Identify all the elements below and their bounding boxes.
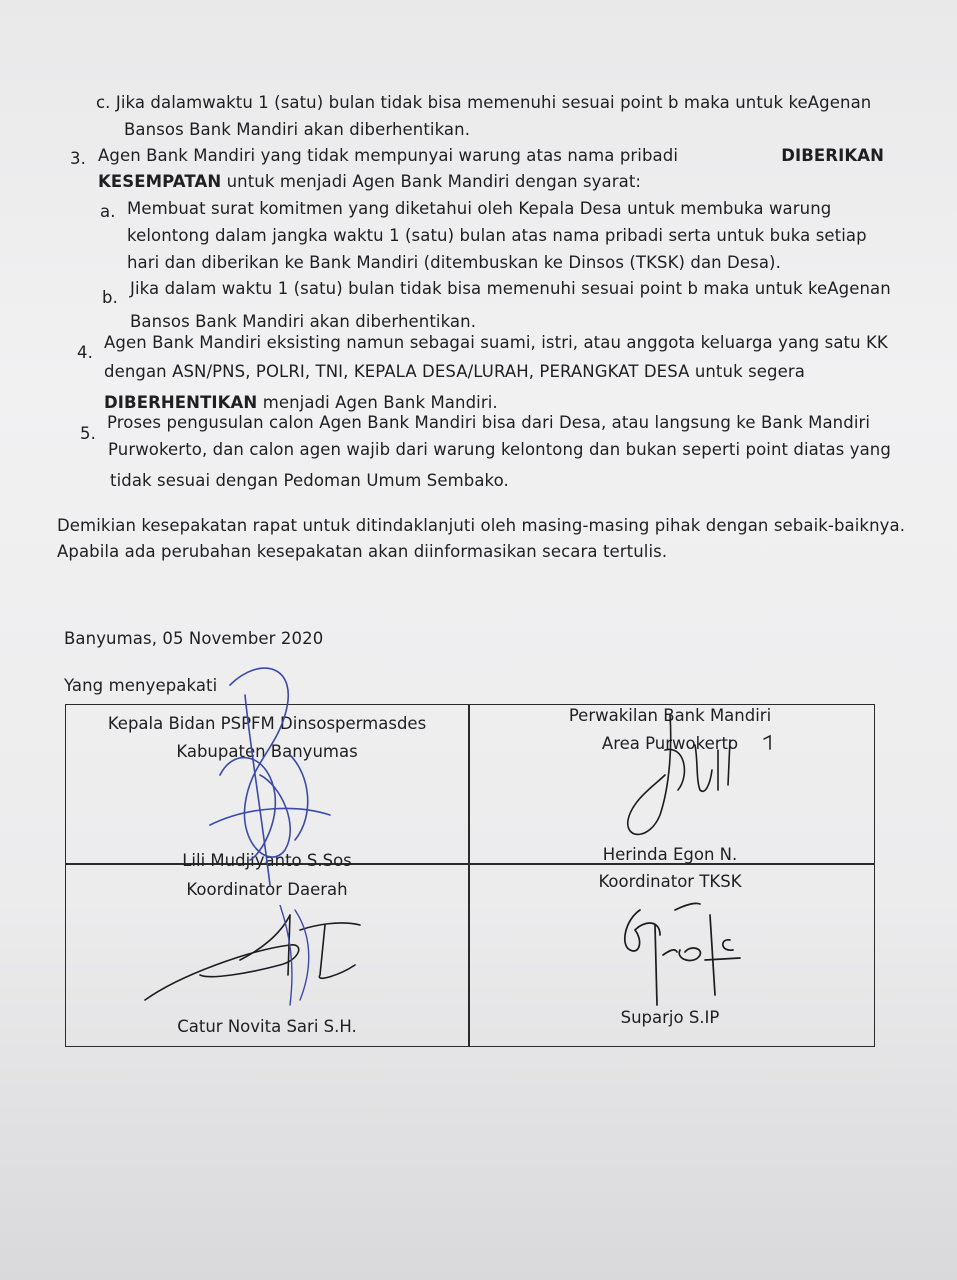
- item-c-line-1: c. Jika dalamwaktu 1 (satu) bulan tidak bisa memenuhi sesuai point b maka untuk keAgenan: [96, 93, 872, 112]
- item-3-bold-diberikan: DIBERIKAN: [781, 146, 884, 165]
- item-3-line-1: [98, 145, 884, 167]
- item-4-line-1: Agen Bank Mandiri eksisting namun sebagai suami, istri, atau anggota keluarga yang satu KK: [104, 333, 888, 352]
- item-5-line-1: Proses pengusulan calon Agen Bank Mandiri bisa dari Desa, atau langsung ke Bank Mandiri: [107, 413, 871, 432]
- signatory-bottom-left-name: Catur Novita Sari S.H.: [177, 1017, 357, 1036]
- item-3-number: 3.: [70, 149, 86, 168]
- item-5-number: 5.: [80, 424, 96, 443]
- signatory-bottom-right-name: Suparjo S.IP: [620, 1008, 720, 1027]
- signatory-bottom-right-title: Koordinator TKSK: [598, 872, 742, 891]
- signature-table: [65, 704, 875, 1047]
- item-5-line-2: Purwokerto, dan calon agen wajib dari warung kelontong dan bukan seperti point diatas yang: [108, 440, 891, 459]
- item-4-number: 4.: [77, 343, 93, 362]
- item-3a-line-2: kelontong dalam jangka waktu 1 (satu) bulan atas nama pribadi serta untuk buka setiap: [127, 226, 867, 245]
- item-5-line-3: tidak sesuai dengan Pedoman Umum Sembako.: [110, 471, 509, 490]
- closing-line-1: Demikian kesepakatan rapat untuk ditindaklanjuti oleh masing-masing pihak dengan sebaik-baiknya.: [57, 516, 906, 535]
- item-3a-label: a.: [100, 202, 116, 221]
- item-c-line-2: Bansos Bank Mandiri akan diberhentikan.: [124, 120, 471, 139]
- item-4-line-3-text: menjadi Agen Bank Mandiri.: [257, 393, 498, 412]
- item-3-line-2: [98, 171, 641, 193]
- item-3b-line-1: Jika dalam waktu 1 (satu) bulan tidak bisa memenuhi sesuai point b maka untuk keAgenan: [130, 279, 891, 298]
- signatory-top-left-name: Lili Mudjiyanto S.Sos: [182, 851, 352, 870]
- item-3b-label: b.: [102, 288, 118, 307]
- signatory-top-left-title-1: Kepala Bidan PSPFM Dinsospermasdes: [107, 714, 427, 733]
- item-3-line-1-text: Agen Bank Mandiri yang tidak mempunyai warung atas nama pribadi: [98, 146, 678, 165]
- item-3a-line-1: Membuat surat komitmen yang diketahui oleh Kepala Desa untuk membuka warung: [127, 199, 832, 218]
- item-4-line-3: [104, 392, 498, 414]
- signatory-top-right-name: Herinda Egon N.: [602, 845, 738, 864]
- item-3-bold-kesempatan: KESEMPATAN: [98, 172, 222, 191]
- signatory-bottom-left-title: Koordinator Daerah: [186, 880, 348, 899]
- item-3a-line-3: hari dan diberikan ke Bank Mandiri (ditembuskan ke Dinsos (TKSK) dan Desa).: [127, 253, 781, 272]
- place-date: Banyumas, 05 November 2020: [64, 629, 324, 648]
- item-3b-line-2: Bansos Bank Mandiri akan diberhentikan.: [130, 312, 477, 331]
- signatory-top-right-title-2: Area Purwokerto: [601, 734, 739, 753]
- item-3-line-2-text: untuk menjadi Agen Bank Mandiri dengan syarat:: [221, 172, 642, 191]
- agreed-by-label: Yang menyepakati: [64, 676, 218, 695]
- closing-line-2: Apabila ada perubahan kesepakatan akan diinformasikan secara tertulis.: [57, 542, 668, 561]
- item-4-line-2: dengan ASN/PNS, POLRI, TNI, KEPALA DESA/LURAH, PERANGKAT DESA untuk segera: [104, 362, 805, 381]
- signatory-top-left-title-2: Kabupaten Banyumas: [176, 742, 358, 761]
- signatory-top-right-title-1: Perwakilan Bank Mandiri: [568, 706, 772, 725]
- item-4-bold-diberhentikan: DIBERHENTIKAN: [104, 393, 258, 412]
